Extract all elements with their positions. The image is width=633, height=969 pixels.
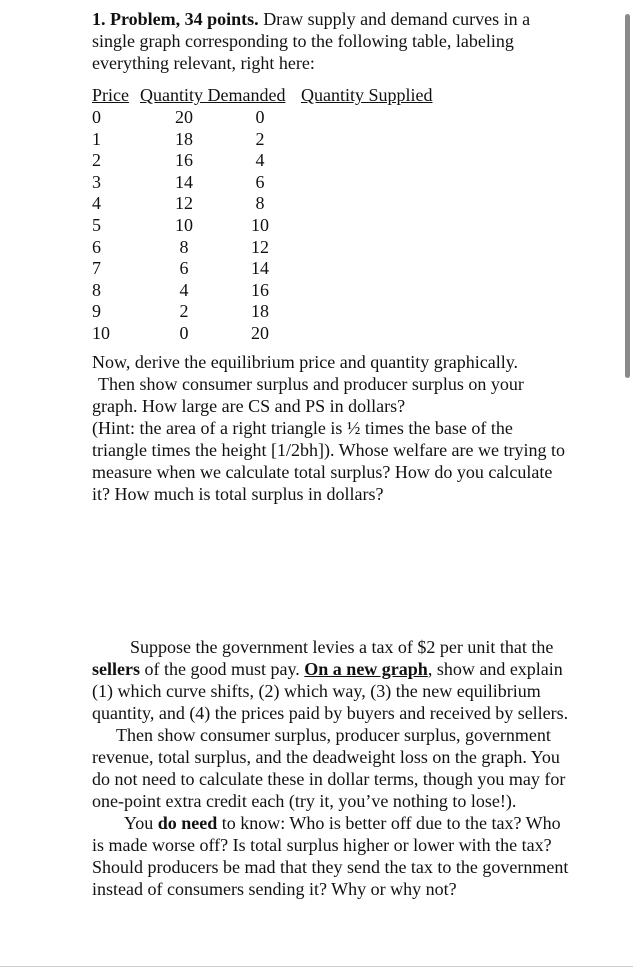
quantity-supplied-cell: 12 <box>251 236 269 257</box>
quantity-supplied-cell: 2 <box>255 128 265 149</box>
price-cell: 5 <box>92 214 101 235</box>
question-line-2: Then show consumer surplus and producer surplus on your graph. How large are CS and PS in dollars? <box>92 374 524 416</box>
question-line-1: Now, derive the equilibrium price and quantity graphically. <box>92 352 519 372</box>
quantity-supplied-cell: 16 <box>251 279 269 300</box>
quantity-supplied-cell: 18 <box>251 301 269 322</box>
price-cell: 2 <box>92 150 101 171</box>
price-cell: 4 <box>92 193 101 214</box>
quantity-demanded-cell: 2 <box>179 301 189 322</box>
price-cell: 1 <box>92 128 101 149</box>
table-row <box>92 106 452 128</box>
table-row <box>92 214 452 236</box>
price-cell: 8 <box>92 279 101 300</box>
problem-intro <box>92 8 572 74</box>
tax-p3-do-need: do need <box>157 813 218 833</box>
quantity-supplied-cell: 6 <box>255 171 265 192</box>
table-row <box>92 322 452 344</box>
tax-p1-text-c: , show and explain (1) which curve shifts, (2) which way, (3) the new equilibrium quantity, and (4) the prices paid by buyers and received by sellers. <box>92 659 569 723</box>
problem-intro-text <box>92 8 572 74</box>
table-row <box>92 171 452 193</box>
problem-heading: 1. Problem, 34 points. <box>92 9 259 29</box>
quantity-demanded-cell: 6 <box>179 258 189 279</box>
problem-intro-body: Draw supply and demand curves in a single graph corresponding to the following table, labeling everything relevant, right here: <box>92 9 531 73</box>
tax-paragraph-3 <box>92 812 572 900</box>
quantity-supplied-cell: 0 <box>255 107 265 127</box>
quantity-demanded-cell: 10 <box>175 214 193 235</box>
table-row <box>92 257 452 279</box>
table-row <box>92 128 452 150</box>
header-quantity-supplied: Quantity Supplied <box>301 85 433 105</box>
table-header <box>92 84 452 106</box>
quantity-demanded-cell: 4 <box>179 279 189 300</box>
tax-section <box>92 636 572 900</box>
quantity-demanded-cell: 12 <box>175 193 193 214</box>
quantity-demanded-cell: 18 <box>175 128 193 149</box>
quantity-demanded-cell: 8 <box>179 236 189 257</box>
quantity-demanded-cell: 16 <box>175 150 193 171</box>
tax-p1-text-a: Suppose the government levies a tax of $2 per unit that the <box>130 637 554 657</box>
quantity-supplied-cell: 8 <box>255 193 265 214</box>
table-row <box>92 300 452 322</box>
quantity-demanded-cell: 0 <box>179 322 189 343</box>
table-row <box>92 149 452 171</box>
bottom-divider <box>0 966 633 967</box>
quantity-demanded-cell: 20 <box>175 107 193 127</box>
tax-p3-text-b: to know: Who is better off due to the tax? Who is made worse off? Is total surplus higher or lower with the tax? Should producers be mad that they send the tax to the government instead of consumers sending it? Why or why not? <box>92 813 569 899</box>
question-hint: (Hint: the area of a right triangle is ½ times the base of the triangle times the height [1/2bh]). Whose welfare are we trying to measure when we calculate total surplus? How do you calculate it? How much is total surplus in dollars? <box>92 418 566 504</box>
table-row <box>92 236 452 258</box>
table-body <box>92 106 452 344</box>
quantity-supplied-cell: 20 <box>251 322 269 343</box>
quantity-supplied-cell: 14 <box>251 258 269 279</box>
supply-demand-table <box>92 84 452 344</box>
tax-p1-sellers: sellers <box>92 659 140 679</box>
header-price: Price <box>92 85 129 105</box>
price-cell: 6 <box>92 236 101 257</box>
scrollbar[interactable] <box>625 14 630 378</box>
tax-p1-new-graph: On a new graph <box>304 659 428 679</box>
quantity-supplied-cell: 10 <box>251 214 269 235</box>
tax-paragraph-1 <box>92 636 572 724</box>
tax-p3-text-a: You <box>124 813 158 833</box>
price-cell: 9 <box>92 301 101 322</box>
equilibrium-questions <box>92 351 572 505</box>
tax-p1-text-b: of the good must pay. <box>139 659 305 679</box>
quantity-demanded-cell: 14 <box>175 171 193 192</box>
table-row <box>92 192 452 214</box>
quantity-supplied-cell: 4 <box>255 150 265 171</box>
price-cell: 10 <box>92 322 110 343</box>
price-cell: 3 <box>92 171 101 192</box>
price-cell: 0 <box>92 107 101 127</box>
table-row <box>92 279 452 301</box>
tax-paragraph-2: Then show consumer surplus, producer surplus, government revenue, total surplus, and the deadweight loss on the graph. You do not need to calculate these in dollar terms, though you may for one-point extra credit each (try it, you’ve nothing to lose!). <box>92 725 566 811</box>
header-quantity-demanded: Quantity Demanded <box>140 85 286 105</box>
price-cell: 7 <box>92 258 101 279</box>
